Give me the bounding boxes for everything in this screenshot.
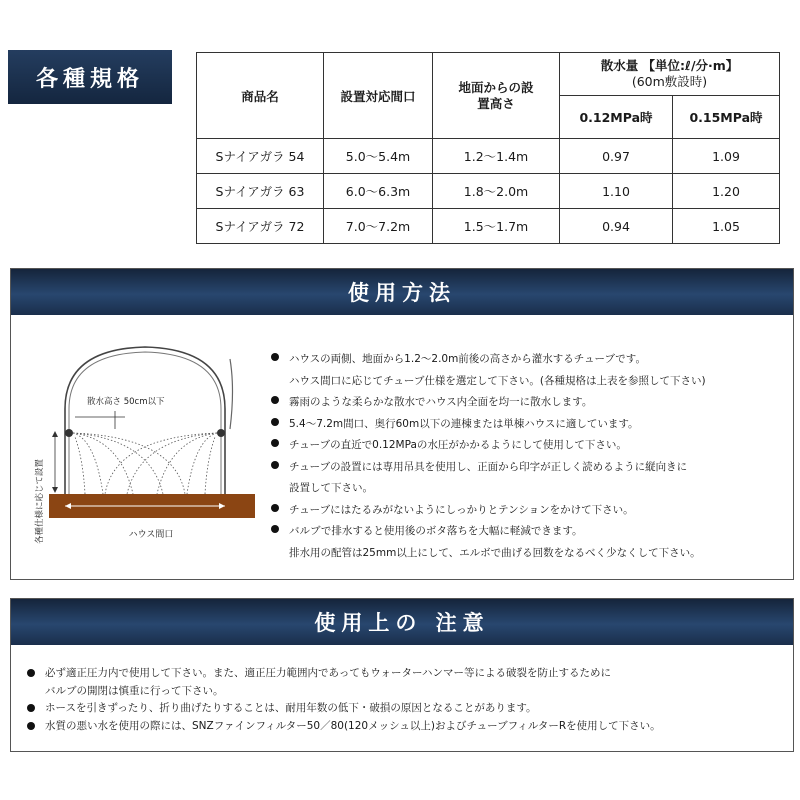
tube-left-icon — [65, 429, 73, 437]
cell-span: 6.0〜6.3m — [324, 174, 433, 209]
bullet-icon — [271, 396, 279, 404]
header-flow-sub: (60m敷設時) — [631, 74, 708, 89]
spray-pattern — [73, 433, 217, 494]
header-height — [433, 53, 560, 139]
bullet-icon — [271, 461, 279, 469]
cell-span: 5.0〜5.4m — [324, 139, 433, 174]
item-cont: 排水用の配管は25mm以上にして、エルボで曲げる回数をなるべく少なくして下さい。 — [289, 546, 701, 559]
bullet-icon — [27, 722, 35, 730]
caution-list — [25, 665, 785, 735]
arrow-up-icon — [52, 431, 58, 437]
header-flow-text: 散水量 【単位:ℓ/分·m】 — [600, 58, 739, 73]
item-text: チューブの設置には専用吊具を使用し、正面から印字が正しく読めるように縦向きに — [289, 460, 688, 473]
table-row — [197, 139, 780, 174]
house-arch-inner — [69, 352, 221, 494]
caution-title: 使用上の 注意 — [11, 599, 793, 645]
bullet-icon — [271, 504, 279, 512]
item-cont: 設置して下さい。 — [289, 482, 373, 494]
usage-list — [269, 349, 789, 564]
list-item — [25, 718, 785, 736]
usage-section — [10, 268, 794, 580]
cell-p2: 1.05 — [673, 209, 780, 244]
item-text: 5.4〜7.2m間口、奥行60m以下の連棟または単棟ハウスに適しています。 — [289, 417, 639, 430]
table-row — [197, 174, 780, 209]
header-span: 設置対応間口 — [324, 53, 433, 139]
header-pressure-015: 0.15MPa時 — [673, 96, 780, 139]
item-text: チューブの直近で0.12MPaの水圧がかかるようにして使用して下さい。 — [289, 439, 627, 451]
header-product: 商品名 — [197, 53, 324, 139]
list-item — [25, 700, 785, 718]
cell-p1: 0.94 — [560, 209, 673, 244]
item-text: バルブで排水すると使用後のボタ落ちを大幅に軽減できます。 — [289, 525, 583, 537]
caution-section — [10, 598, 794, 752]
cell-product: Sナイアガラ 63 — [197, 174, 324, 209]
item-text: 霧雨のような柔らかな散水でハウス内全面を均一に散水します。 — [289, 396, 593, 408]
side-height-label: 各種仕様に応じて設置 — [35, 458, 45, 544]
cell-height: 1.5〜1.7m — [433, 209, 560, 244]
tube-right-icon — [217, 429, 225, 437]
cell-height: 1.8〜2.0m — [433, 174, 560, 209]
item-text: ホースを引きずったり、折り曲げたりすることは、耐用年数の低下・破損の原因となることがあります。 — [45, 702, 537, 714]
header-height-text: 地面からの設置高さ — [458, 79, 534, 111]
cell-span: 7.0〜7.2m — [324, 209, 433, 244]
house-diagram — [25, 329, 265, 574]
house-arch-outer — [65, 347, 225, 494]
usage-title: 使用方法 — [11, 269, 793, 315]
item-text: ハウスの両側、地面から1.2〜2.0m前後の高さから灌水するチューブです。 — [289, 353, 646, 365]
header-flow — [560, 53, 780, 96]
spray-height-label: 散水高さ 50cm以下 — [87, 397, 165, 407]
list-item — [269, 500, 789, 522]
list-item — [269, 435, 789, 457]
item-text: 水質の悪い水を使用の際には、SNZファインフィルター50／80(120メッシュ以上)およびチューブフィルターRを使用して下さい。 — [45, 719, 661, 732]
cell-product: Sナイアガラ 72 — [197, 209, 324, 244]
item-text: チューブにはたるみがないようにしっかりとテンションをかけて下さい。 — [289, 503, 634, 516]
cell-p2: 1.09 — [673, 139, 780, 174]
spec-section-label: 各種規格 — [8, 50, 172, 104]
list-item — [269, 349, 789, 392]
arrow-down-icon — [52, 487, 58, 493]
span-label: ハウス間口 — [128, 530, 174, 540]
header-pressure-012: 0.12MPa時 — [560, 96, 673, 139]
cell-p2: 1.20 — [673, 174, 780, 209]
list-item — [25, 665, 785, 700]
cell-product: Sナイアガラ 54 — [197, 139, 324, 174]
bullet-icon — [27, 704, 35, 712]
bullet-icon — [271, 353, 279, 361]
table-row — [197, 209, 780, 244]
list-item — [269, 457, 789, 500]
bullet-icon — [271, 439, 279, 447]
bullet-icon — [271, 418, 279, 426]
cell-p1: 1.10 — [560, 174, 673, 209]
item-cont: ハウス間口に応じてチューブ仕様を選定して下さい。(各種規格は上表を参照して下さい) — [289, 374, 706, 387]
item-text: 必ず適正圧力内で使用して下さい。また、適正圧力範囲内であってもウォーターハンマー等による破裂を防止するために — [45, 667, 611, 679]
spec-table — [196, 52, 780, 244]
list-item — [269, 414, 789, 436]
list-item — [269, 521, 789, 564]
item-cont: バルブの開閉は慎重に行って下さい。 — [45, 684, 224, 697]
bullet-icon — [271, 525, 279, 533]
list-item — [269, 392, 789, 414]
cell-p1: 0.97 — [560, 139, 673, 174]
bullet-icon — [27, 669, 35, 677]
riser-pipe — [230, 359, 233, 429]
cell-height: 1.2〜1.4m — [433, 139, 560, 174]
